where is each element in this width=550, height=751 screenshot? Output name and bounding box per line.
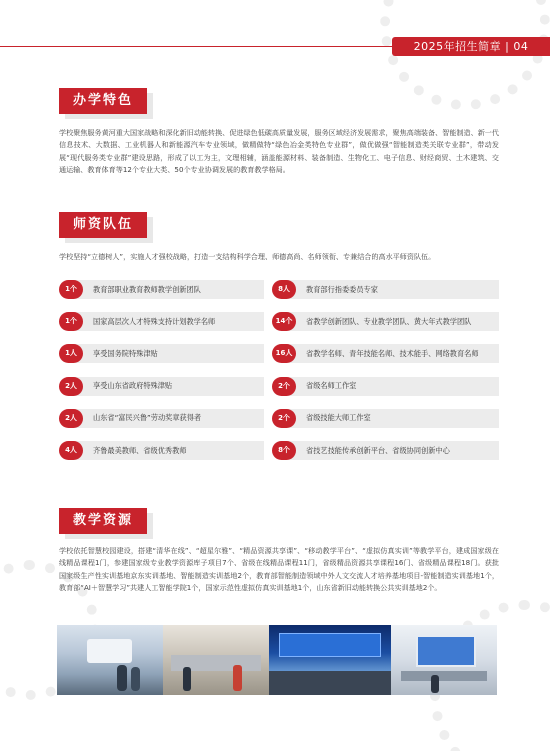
count-badge: 2人 [59,409,83,428]
faculty-row [59,344,264,363]
faculty-item-label: 享受国务院特殊津贴 [93,348,158,358]
faculty-row [272,441,499,460]
resources-paragraph: 学校依托智慧校园建设，搭建“清华在线”、“超星尔雅”、“精品资源共享课”、“移动教学平台”、“虚拟仿真实训”等教学平台，建成国家级在线精品课程1门，参建国家级专业教学资源库子项目7个、省级在线精品课程11门，省级精品资源共享课程16门、省级精品课程18门。获批国家级生产性实训基地京东实训基地、智能制造实训基地2个，教育部智能制造领域中外人文交流人才培养基地项目-智能制造实训基地1个，教育部“AI＋智慧学习”共建人工智能学院1个，国家示范性虚拟仿真实训基地1个，山东省新旧动能转换公共实训基地2个。 [59,546,499,593]
photo-computer-lab [391,625,497,695]
faculty-item-label: 享受山东省政府特殊津贴 [93,381,173,391]
faculty-row [59,280,264,299]
count-badge: 2个 [272,377,296,396]
count-badge: 16人 [272,344,296,363]
faculty-item-label: 教育部职业教育教师教学创新团队 [93,284,201,294]
faculty-row [272,409,499,428]
features-paragraph: 学校聚焦服务黄河重大国家战略和深化新旧动能转换、促进绿色低碳高质量发展，服务区域经济发展需求，聚焦高端装备、智能制造、新一代信息技术、大数据、工业机器人和新能源汽车专业领域，做精做特“绿色冶金类特色专业群”，做优做强“智能制造类关联专业群”，带动发展“现代服务类专业群”建设思路，形成了以工为主，文理相辅，涵盖能源材料、装备制造、生物化工、电子信息、财经商贸、土木建筑、交通运输、教育体育等12个专业大类、50个专业协调发展的教育教学格局。 [59,128,499,175]
count-badge: 14个 [272,312,296,331]
faculty-row [59,377,264,396]
faculty-row [59,409,264,428]
count-badge: 8个 [272,441,296,460]
photo-smart-classroom [269,625,391,695]
photo-lab-display [57,625,163,695]
section-title-resources: 教学资源 [59,508,147,534]
faculty-row [59,441,264,460]
faculty-item-label: 省教学创新团队、专业教学团队、黄大年式教学团队 [306,316,472,326]
count-badge: 4人 [59,441,83,460]
faculty-paragraph: 学校坚持“立德树人”，实施人才强校战略，打造一支结构科学合理、师德高尚、名师领衔、专兼结合的高水平师资队伍。 [59,252,436,261]
faculty-row [272,344,499,363]
photo-training-workshop [163,625,269,695]
count-badge: 8人 [272,280,296,299]
faculty-item-label: 省级技能大师工作室 [306,413,371,423]
faculty-row [272,280,499,299]
faculty-row [272,312,499,331]
page-header-title: 2025年招生简章 | 04 [392,37,550,56]
faculty-item-label: 省级名师工作室 [306,381,357,391]
faculty-item-label: 省技艺技能传承创新平台、省级协同创新中心 [306,445,450,455]
faculty-item-label: 山东省“富民兴鲁”劳动奖章获得者 [93,413,202,423]
faculty-item-label: 省教学名师、青年技能名师、技术能手、网络教育名师 [306,348,479,358]
section-title-faculty: 师资队伍 [59,212,147,238]
faculty-item-label: 齐鲁最美教师、省级优秀教师 [93,445,187,455]
faculty-item-label: 国家高层次人才特殊支持计划教学名师 [93,316,216,326]
faculty-list [59,280,499,465]
section-title-features: 办学特色 [59,88,147,114]
count-badge: 2个 [272,409,296,428]
faculty-row [272,377,499,396]
faculty-item-label: 教育部行指委委员专家 [306,284,378,294]
count-badge: 1个 [59,312,83,331]
faculty-row [59,312,264,331]
count-badge: 2人 [59,377,83,396]
photo-strip [57,625,497,695]
count-badge: 1个 [59,280,83,299]
count-badge: 1人 [59,344,83,363]
